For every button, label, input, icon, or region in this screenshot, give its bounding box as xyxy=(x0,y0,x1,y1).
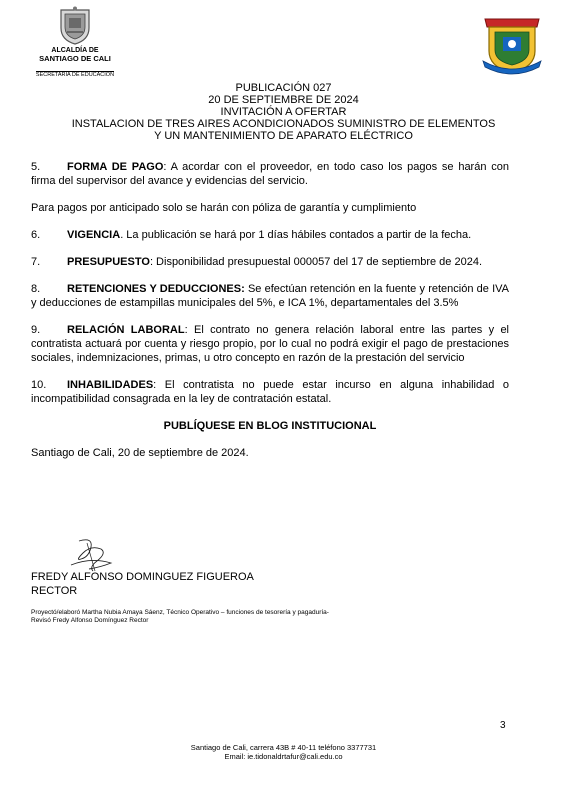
section-9 xyxy=(31,323,509,365)
school-crest xyxy=(479,13,545,79)
section-heading: FORMA DE PAGO xyxy=(67,161,164,173)
section-7 xyxy=(31,255,509,269)
section-5-advance-payment: Para pagos por anticipado solo se harán con póliza de garantía y cumplimiento xyxy=(31,202,417,214)
section-number: 7. xyxy=(31,256,41,268)
section-heading: VIGENCIA xyxy=(67,229,121,241)
footer-address: Santiago de Cali, carrera 43B # 40-11 teléfono 3377731 xyxy=(190,743,377,752)
section-6 xyxy=(31,228,509,242)
org-line1: ALCALDÍA DE xyxy=(51,47,99,54)
city-coat-of-arms-icon xyxy=(58,6,92,46)
section-heading: PRESUPUESTO xyxy=(67,256,150,268)
section-heading: INHABILIDADES xyxy=(67,379,154,391)
section-text: Se efectúan retención en la fuente y retención de IVA y deducciones de estampillas municipales del 5%, e ICA 1%, departamentales del 3.5% xyxy=(31,283,509,309)
publication-date: 20 DE SEPTIEMBRE DE 2024 xyxy=(208,94,359,106)
section-heading: RETENCIONES Y DEDUCCIONES: xyxy=(67,283,245,295)
subject-line2: Y UN MANTENIMIENTO DE APARATO ELÉCTRICO xyxy=(154,130,413,142)
section-5 xyxy=(31,160,509,188)
footer xyxy=(0,743,567,761)
signer-name: FREDY ALFONSO DOMINGUEZ FIGUEROA xyxy=(31,571,254,583)
publish-note: PUBLÍQUESE EN BLOG INSTITUCIONAL xyxy=(163,420,377,432)
signature-icon xyxy=(31,535,181,575)
subject-line1: INSTALACION DE TRES AIRES ACONDICIONADOS SUMINISTRO DE ELEMENTOS xyxy=(71,118,496,130)
page-number: 3 xyxy=(500,720,506,731)
section-text: : A acordar con el proveedor, en todo caso los pagos se harán con firma del supervisor del avance y evidencias del servicio. xyxy=(31,161,509,187)
place-date: Santiago de Cali, 20 de septiembre de 2024. xyxy=(31,447,249,459)
credits-line1: Proyectó/elaboró Martha Nubia Amaya Sáenz, Técnico Operativo – funciones de tesorería y pagaduría- xyxy=(31,609,329,616)
section-10 xyxy=(31,378,509,406)
school-crest-icon xyxy=(479,13,545,79)
document-header xyxy=(0,82,567,142)
signer-role: RECTOR xyxy=(31,585,78,597)
section-text: : El contratista no puede estar incurso en alguna inhabilidad o incompatibilidad consagrada en la ley de contratación estatal. xyxy=(31,379,509,405)
org-line2: SANTIAGO DE CALI xyxy=(39,54,111,63)
section-text: : El contrato no genera relación laboral entre las partes y el contratista actuará por cuenta y riesgo propio, por lo cual no podrá exigir el pago de prestaciones sociales, indemnizaciones, primas, u otro concepto en razón de la prestación del servicio xyxy=(31,324,510,364)
footer-email: Email: ie.tidonaldrtafur@cali.edu.co xyxy=(224,752,343,761)
section-number: 6. xyxy=(31,229,41,241)
credits-line2: Revisó Fredy Alfonso Domínguez Rector xyxy=(31,617,149,624)
alcaldia-logo xyxy=(20,6,130,81)
org-line3: SECRETARÍA DE EDUCACIÓN xyxy=(35,72,115,78)
document-body xyxy=(31,160,509,460)
invitation-label: INVITACIÓN A OFERTAR xyxy=(220,106,347,118)
section-text: . La publicación se hará por 1 días hábiles contados a partir de la fecha. xyxy=(120,229,472,241)
section-8 xyxy=(31,282,509,310)
signer-block xyxy=(31,570,254,598)
section-text: : Disponibilidad presupuestal 000057 del 17 de septiembre de 2024. xyxy=(149,256,483,268)
section-number: 9. xyxy=(31,324,41,336)
section-heading: RELACIÓN LABORAL xyxy=(67,324,185,336)
credits xyxy=(31,609,329,625)
section-number: 8. xyxy=(31,283,41,295)
publication-number: PUBLICACIÓN 027 xyxy=(235,82,332,94)
section-number: 5. xyxy=(31,161,41,173)
section-number: 10. xyxy=(31,379,47,391)
